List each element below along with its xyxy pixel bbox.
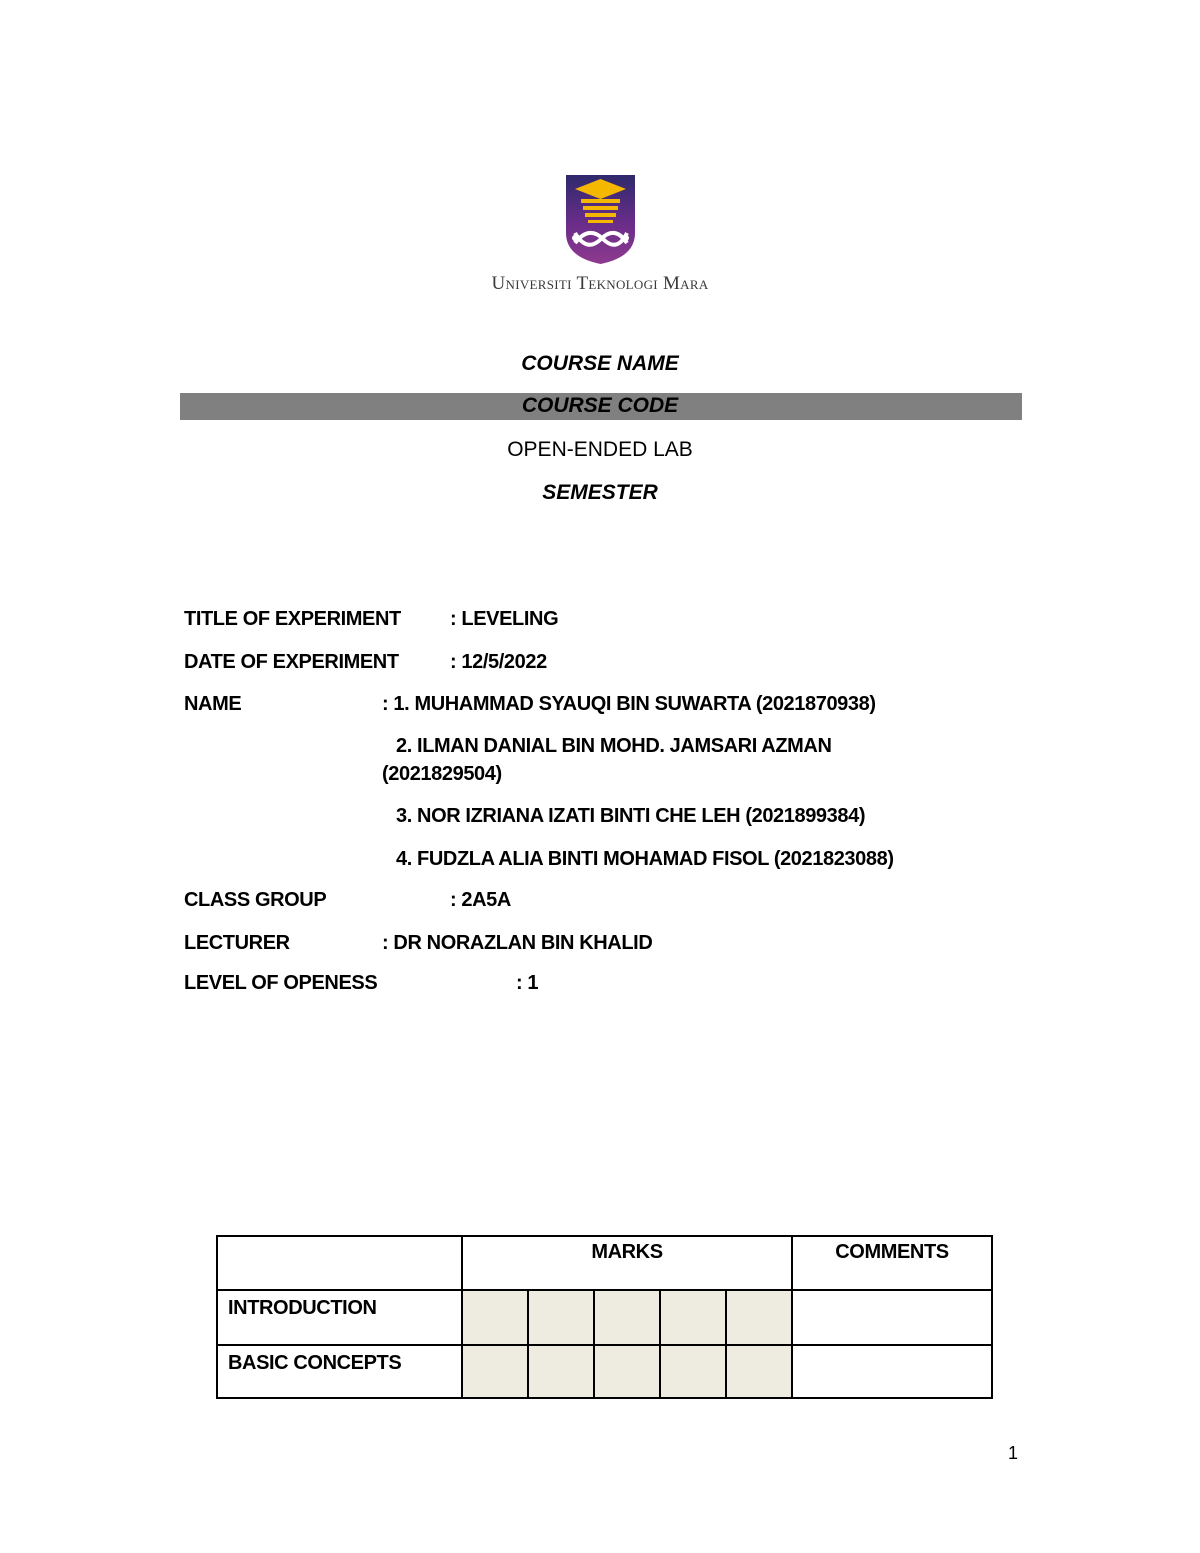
course-name: COURSE NAME: [521, 352, 679, 375]
lecturer-value: : DR NORAZLAN BIN KHALID: [382, 932, 653, 954]
member-id: (2021829504): [382, 763, 502, 785]
comment-cell[interactable]: [792, 1345, 992, 1398]
member-name: 4. FUDZLA ALIA BINTI MOHAMAD FISOL (2021823088): [396, 848, 894, 870]
mark-cell[interactable]: [726, 1345, 792, 1398]
semester: SEMESTER: [542, 481, 658, 504]
course-code: COURSE CODE: [521, 394, 679, 417]
date-value: : 12/5/2022: [450, 651, 547, 673]
table-header-row: [217, 1236, 992, 1290]
date-label: DATE OF EXPERIMENT: [184, 651, 399, 673]
mark-cell[interactable]: [660, 1290, 726, 1345]
marks-header: MARKS: [462, 1236, 792, 1290]
row-label-basic-concepts: BASIC CONCEPTS: [217, 1345, 462, 1398]
mark-cell[interactable]: [660, 1345, 726, 1398]
mark-cell[interactable]: [594, 1290, 660, 1345]
mark-cell[interactable]: [528, 1345, 594, 1398]
lecturer-label: LECTURER: [184, 932, 290, 954]
mark-cell[interactable]: [462, 1290, 528, 1345]
university-name: Universiti Teknologi Mara: [491, 273, 709, 294]
page-number: 1: [1008, 1443, 1019, 1463]
title-value: : LEVELING: [450, 608, 559, 630]
mark-cell[interactable]: [528, 1290, 594, 1345]
comments-header: COMMENTS: [792, 1236, 992, 1290]
openness-label: LEVEL OF OPENESS: [184, 972, 378, 994]
title-label: TITLE OF EXPERIMENT: [184, 608, 401, 630]
marks-table: [216, 1235, 993, 1399]
mark-cell[interactable]: [462, 1345, 528, 1398]
table-row: [217, 1290, 992, 1345]
mark-cell[interactable]: [726, 1290, 792, 1345]
member-name: 3. NOR IZRIANA IZATI BINTI CHE LEH (2021899384): [396, 805, 866, 827]
class-value: : 2A5A: [450, 889, 511, 911]
uitm-crest-icon: [563, 173, 638, 265]
table-row: [217, 1345, 992, 1398]
name-label: NAME: [184, 693, 242, 715]
header-blank-cell: [217, 1236, 462, 1290]
row-label-introduction: INTRODUCTION: [217, 1290, 462, 1345]
lab-type: OPEN-ENDED LAB: [507, 438, 693, 461]
mark-cell[interactable]: [594, 1345, 660, 1398]
comment-cell[interactable]: [792, 1290, 992, 1345]
member-name: 2. ILMAN DANIAL BIN MOHD. JAMSARI AZMAN: [396, 735, 832, 757]
class-label: CLASS GROUP: [184, 889, 327, 911]
openness-value: : 1: [516, 972, 539, 994]
member-name: : 1. MUHAMMAD SYAUQI BIN SUWARTA (2021870938): [382, 693, 876, 715]
